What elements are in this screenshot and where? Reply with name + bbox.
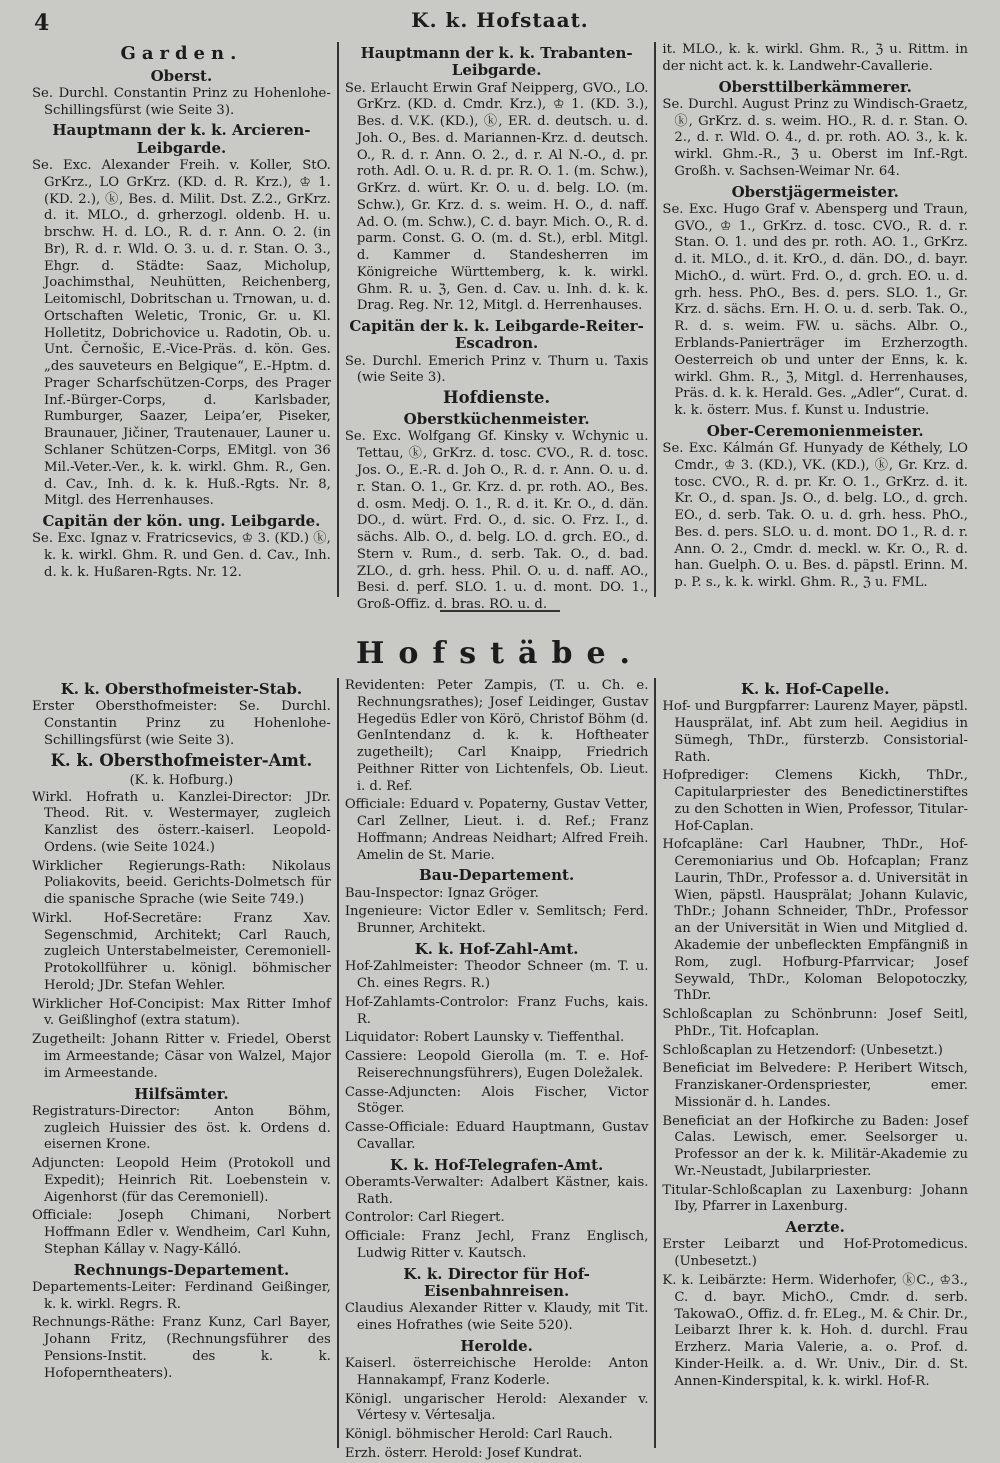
entry: Hof- und Burgpfarrer: Laurenz Mayer, päpstl. Hausprälat, inf. Abt zum heil. Aegidius in Sümegh, ThDr., fürsterzb. Consistorial-Rath.	[662, 699, 968, 765]
heading-hofstaebe: Hofstäbe.	[356, 636, 644, 671]
heading-aerzte: Aerzte.	[785, 1218, 845, 1237]
entry-arcieren: Se. Exc. Alexander Freih. v. Koller, StO. GrKrz., LO GrKrz. (KD. d. R. Krz.), ♔ 1. (KD. 2.), ⓚ, Bes. d. Milit. Dst. Z.2., GrKrz. d. it. MLO., d. grherzogl. oldenb. H. u. brschw. H. d. LO., R. d. r. Ann. O. 2. (in Br), R. d. r. Wld. O. 3. u. d. r. Stan. O. 3., Ehgr. d. Städte: Saaz, Micholup, Joachimsthal, Neuhütten, Reichenberg, Leitomischl, Dobritschan u. Trnowan, u. d. Ortschaften Weletic, Tronic, Gr. u. Kl. Holletitz, Dobrichovice u. Radotin, Ob. u. Unt. Černošic, E.-Vice-Präs. d. kön. Ges. „des sauveteurs en Belgique“, E.-Hptm. d. Prager Scharfschützen-Corps, des Prager Inf.-Bürger-Corps, d. Karlsbader, Rumburger, Saazer, Leipa’er, Piseker, Braunauer, Jičiner, Trautenauer, Launer u. Schlaner Schützen-Corps, EMitgl. von 36 Mil.-Veter.-Ver., k. k. wirkl. Ghm. R., Gen. d. Cav., Inh. d. k. k. Huß.-Rgts. Nr. 8, Mitgl. des Herrenhauses.	[32, 157, 331, 509]
entry: Wirklicher Regierungs-Rath: Nikolaus Poliakovits, beeid. Gerichts-Dolmetsch für die spanische Sprache (wie Seite 749.)	[32, 858, 331, 908]
entry-silber: Se. Durchl. August Prinz zu Windisch-Graetz, ⓚ, GrKrz. d. s. weim. HO., R. d. r. Stan. O. 2., d. r. Wld. O. 4., d. pr. roth. AO. 3., k. k. wirkl. Ghm.-R., ℨ u. Oberst im Inf.-Rgt. Großh. v. Sachsen-Weimar Nr. 64.	[662, 96, 968, 179]
column-2	[339, 678, 657, 1461]
entry: Claudius Alexander Ritter v. Klaudy, mit Tit. eines Hofrathes (wie Seite 520).	[344, 1301, 649, 1333]
entry: Officiale: Eduard v. Popaterny, Gustav Vetter, Carl Zellner, Lieut. i. d. Ref.; Franz Hoffmann; Andreas Neidhart; Alfred Freih. Amelin de St. Marie.	[344, 797, 649, 863]
heading-garden: Garden.	[120, 43, 243, 64]
heading-capitaen-ung: Capitän der kön. ung. Leibgarde.	[42, 512, 321, 531]
heading-silber: Obersttilberkämmerer.	[718, 77, 912, 96]
entry: Controlor: Carl Riegert.	[344, 1210, 505, 1226]
entry: Königl. ungarischer Herold: Alexander v. Vértesy v. Vértesalja.	[344, 1391, 649, 1424]
entry-ceremonien: Se. Exc. Kálmán Gf. Hunyady de Kéthely, LO Cmdr., ♔ 3. (KD.), VK. (KD.), ⓚ, Gr. Krz. d. tosc. CVO., R. d. pr. Kr. O. 1., GrKrz. d. it. Kr. O., d. span. Js. O., d. belg. LO., d. grch. EO., d. serb. Tak. O. u. d. grh. hess. PhO., Bes. d. pers. SLO. u. d. mont. DO 1., R. d. r. Ann. O. 2., Cmdr. d. meckl. w. Kr. O., R. d. han. Guelph. O. u. Bes. d. päpstl. Erinn. M. p. P. s., k. k. wirkl. Ghm. R., ℨ u. FML.	[662, 441, 968, 591]
entry: Rechnungs-Räthe: Franz Kunz, Carl Bayer, Johann Fritz, (Rechnungsführer des Pensions-Instit. des k. k. Hofopernthеaters).	[32, 1315, 331, 1381]
heading-reiter: Capitän der k. k. Leibgarde-Reiter-Escadron.	[349, 317, 644, 353]
entry: Königl. böhmischer Herold: Carl Rauch.	[344, 1427, 613, 1443]
entry: Officiale: Franz Jechl, Franz Englisch, Ludwig Ritter v. Kautsch.	[344, 1229, 649, 1261]
court-staff-section	[26, 42, 974, 613]
column-1	[26, 678, 339, 1448]
entry: Hof-Zahlamts-Controlor: Franz Fuchs, kais. R.	[344, 994, 649, 1027]
heading-eisenbahn: K. k. Director für Hof-Eisenbahnreisen.	[403, 1264, 590, 1300]
section-divider	[440, 610, 560, 612]
entry: Erzh. österr. Herold: Josef Kundrat.	[344, 1445, 583, 1461]
entry: Hof-Zahlmeister: Theodor Schneer (m. T. u. Ch. eines Regrs. R.)	[344, 959, 649, 991]
entry: Wirklicher Hof-Concipist: Max Ritter Imhof v. Geißlinghof (extra statum).	[32, 996, 331, 1029]
entry: Registraturs-Director: Anton Böhm, zugleich Huissier des öst. k. Ordens d. eisernen Krone.	[32, 1103, 331, 1153]
heading-ceremonien: Ober-Ceremonienmeister.	[706, 421, 924, 440]
column-1	[26, 42, 339, 597]
entry: Ingenieure: Victor Edler v. Semlitsch; Ferd. Brunner, Architekt.	[344, 904, 649, 937]
heading-herolde: Herolde.	[460, 1336, 533, 1355]
entry: Kaiserl. österreichische Herolde: Anton Hannakampf, Franz Koderle.	[344, 1356, 649, 1388]
entry-kuechen: Se. Exc. Wolfgang Gf. Kinsky v. Wchynic u. Tettau, ⓚ, GrKrz. d. tosc. CVO., R. d. tosc. Jos. O., E.-R. d. Joh O., R. d. r. Ann. O. u. d. r. Stan. O. 1., Gr. Krz. d. pr. roth. AO., Bes. d. osm. Medj. O. 1., R. d. it. Kr. O., d. dän. DO., d. würt. Frd. O., d. sic. O. Frz. I., d. sächs. Alb. O., d. belg. LO. d. grch. EO., d. Stern v. Rum., d. serb. Tak. O., d. bad. ZLO., d. grh. hess. Phil. O. u. d. naff. AO., Besi. d. perf. SLO. 1. u. d. mont. DO. 1., Groß-Offiz. d. bras. RO. u. d.	[344, 429, 649, 613]
entry: Schloßcaplan zu Hetzendorf: (Unbesetzt.)	[662, 1042, 943, 1058]
heading-jaeger: Oberstjägermeister.	[731, 182, 899, 201]
entry: Erster Leibarzt und Hof-Protomedicus. (Unbesetzt.)	[662, 1237, 968, 1270]
heading-kuechen: Oberstküchenmeister.	[403, 410, 590, 429]
entry: K. k. Leibärzte: Herm. Widerhofer, ⓚC., ♔3., C. d. bayr. MichO., Cmdr. d. serb. TakowaO., Offiz. d. fr. ELeg., M. & Chir. Dr., Leibarzt Ihrer k. k. Hoh. d. durchl. Frau Erzherz. Maria Valerie, a. o. Prof. d. Kinder-Heilk. a. d. Wr. Univ., Dir. d. St. Annen-Kinderspital, k. k. wirkl. Hof-R.	[662, 1273, 968, 1389]
heading-oberst: Oberst.	[150, 66, 213, 85]
entry: Revidenten: Peter Zampis, (T. u. Ch. e. Rechnungsrathes); Josef Leidinger, Gustav Hegedüs Edler von Körö, Christof Böhm (d. GenIntendanz d. k. k. Hoftheater zugetheilt); Carl Knaipp, Friedrich Peithner Ritter von Lichtenfels, Ob. Lieut. i. d. Ref.	[344, 678, 649, 794]
entry: Adjuncten: Leopold Heim (Protokoll und Expedit); Heinrich Rit. Loebenstein v. Aigenhorst (für das Ceremoniell).	[32, 1156, 331, 1205]
entry-reiter: Se. Durchl. Emerich Prinz v. Thurn u. Taxis (wie Seite 3).	[344, 353, 649, 386]
entry: Zugetheilt: Johann Ritter v. Friedel, Oberst im Armeestande; Cäsar von Walzel, Major im Armeestande.	[32, 1032, 331, 1081]
entry-stab: Erster Obersthofmeister: Se. Durchl. Constantin Prinz zu Hohenlohe-Schillingsfürst (wie Seite 3).	[32, 699, 331, 748]
heading-rechnungs: Rechnungs-Departement.	[73, 1260, 290, 1279]
entry: Liquidator: Robert Launsky v. Tieffenthal.	[344, 1030, 625, 1046]
heading-hofdienste: Hofdienste.	[443, 388, 551, 408]
court-offices-section	[26, 678, 974, 1461]
entry: Cassiere: Leopold Gierolla (m. T. e. Hof-Reiserechnungsführers), Eugen Doležalek.	[344, 1049, 649, 1081]
entry: Casse-Adjuncten: Alois Fischer, Victor Stöger.	[344, 1084, 649, 1117]
entry-oberst: Se. Durchl. Constantin Prinz zu Hohenlohe-Schillingsfürst (wie Seite 3).	[32, 85, 331, 118]
column-3	[656, 42, 974, 597]
entry-continued: it. MLO., k. k. wirkl. Ghm. R., ℨ u. Rittm. in der nicht act. k. k. Landwehr-Cavallerie.	[662, 42, 968, 74]
entry: Officiale: Joseph Chimani, Norbert Hoffmann Edler v. Wendheim, Carl Kuhn, Stephan Kállay v. Nagy-Kálló.	[32, 1208, 331, 1257]
entry: Departements-Leiter: Ferdinand Geißinger, k. k. wirkl. Regrs. R.	[32, 1279, 331, 1312]
heading-bau: Bau-Departement.	[419, 866, 575, 885]
entry: Hofcapläne: Carl Haubner, ThDr., Hof-Ceremoniarius und Ob. Hofcaplan; Franz Laurin, ThDr., Professor a. d. Universität in Wien, päpstl. Hausprälat; Johann Kulavic, ThDr.; Johann Schneider, ThDr., Professor an der Universität in Wien und Mitglied d. Akademie der unbefleckten Empfängniß in Rom, zugl. Hofburg-Pfarrvicar; Josef Seywald, ThDr., Koloman Belopotoczky, ThDr.	[662, 837, 968, 1004]
entry: Bau-Inspector: Ignaz Gröger.	[344, 885, 539, 901]
entry: Beneficiat im Belvedere: P. Heribert Witsch, Franziskaner-Ordenspriester, emer. Missionär d. h. Landes.	[662, 1061, 968, 1110]
page-number: 4	[34, 10, 50, 36]
heading-trabanten: Hauptmann der k. k. Trabanten-Leibgarde.	[360, 44, 633, 80]
entry-trabanten: Se. Erlaucht Erwin Graf Neipperg, GVO., LO. GrKrz. (KD. d. Cmdr. Krz.), ♔ 1. (KD. 3.), Bes. d. V.K. (KD.), ⓚ, ER. d. deutsch. u. d. Joh. O., Bes. d. Mariannen-Krz. d. deutsch. O., R. d. r. Ann. O. 2., d. r. Al N.-O., d. pr. roth. Adl. O. u. R. d. pr. R. O. 1. (m. Schw.), GrKrz. d. würt. Kr. O. u. d. belg. LO. (m. Schw.), Gr. Krz. d. s. weim. H. O., d. naff. Ad. O. (m. Schw.), C. d. bayr. Mich. O., R. d. parm. Const. G. O. (m. d. St.), erbl. Mitgl. d. Kammer d. Standesherren im Königreiche Württemberg, k. k. wirkl. Ghm. R. u. ℨ, Gen. d. Cav. u. Inh. d. k. k. Drag. Reg. Nr. 12, Mitgl. d. Herrenhauses.	[344, 80, 649, 314]
entry: Schloßcaplan zu Schönbrunn: Josef Seitl, PhDr., Tit. Hofcaplan.	[662, 1007, 968, 1039]
running-head	[26, 8, 974, 38]
entry: Oberamts-Verwalter: Adalbert Kästner, kais. Rath.	[344, 1174, 649, 1207]
entry: Hofprediger: Clemens Kickh, ThDr., Capitularpriester des Benedictinerstiftes zu den Schotten in Wien, Professor, Titular-Hof-Caplan.	[662, 768, 968, 834]
entry: Casse-Officiale: Eduard Hauptmann, Gustav Cavallar.	[344, 1120, 649, 1152]
heading-telegrafen: K. k. Hof-Telegrafen-Amt.	[389, 1155, 604, 1174]
column-3	[656, 678, 974, 1448]
entry: Wirkl. Hofrath u. Kanzlei-Director: JDr. Theod. Rit. v. Westermayer, zugleich Kanzlist des österr.-kaiserl. Leopold-Ordens. (wie Seite 1024.)	[32, 789, 331, 855]
entry: Wirkl. Hof-Secretäre: Franz Xav. Segenschmid, Architekt; Carl Rauch, zugleich Unterstabelmeister, Ceremoniell-Protokollführer u. königl. böhmischer Herold; JDr. Stefan Wehler.	[32, 910, 331, 993]
entry-capitaen-ung: Se. Exc. Ignaz v. Fratricsevics, ♔ 3. (KD.) ⓚ, k. k. wirkl. Ghm. R. und Gen. d. Cav., Inh. d. k. k. Hußaren-Rgts. Nr. 12.	[32, 531, 331, 580]
heading-hilfsaemter: Hilfsämter.	[134, 1084, 229, 1103]
entry-jaeger: Se. Exc. Hugo Graf v. Abensperg und Traun, GVO., ♔ 1., GrKrz. d. tosc. CVO., R. d. r. Stan. O. 1. und des pr. roth. AO. 1., GrKrz. d. it. MLO., d. it. KrO., d. dän. DO., d. bayr. MichO., d. würt. Frd. O., d. grch. EO. u. d. grh. hess. PhO., Bes. d. pers. SLO. 1., Gr. Krz. d. sächs. Ern. H. O. u. d. serb. Tak. O., R. d. s. weim. FW. u. sächs. Albr. O., Erblands-Panierträger im Erzherzogth. Oesterreich ob und unter der Enns, k. k. wirkl. Ghm. R., ℨ, Mitgl. d. Herrenhauses, Präs. d. k. k. Herald. Ges. „Adler“, Curat. d. k. k. österr. Mus. f. Kunst u. Industrie.	[662, 201, 968, 419]
column-2	[339, 42, 657, 613]
heading-capelle: K. k. Hof-Capelle.	[740, 680, 890, 698]
heading-stab: K. k. Obersthofmeister-Stab.	[60, 680, 303, 698]
entry: Beneficiat an der Hofkirche zu Baden: Josef Calas. Lewisch, emer. Seelsorger u. Professor an der k. k. Militär-Akademie zu Wr.-Neustadt, Jubilarpriester.	[662, 1113, 968, 1179]
subheading-hofburg: (K. k. Hofburg.)	[129, 772, 234, 788]
running-title: K. k. Hofstaat.	[411, 8, 589, 32]
heading-arcieren: Hauptmann der k. k. Arcieren-Leibgarde.	[52, 121, 311, 157]
heading-zahlamt: K. k. Hof-Zahl-Amt.	[414, 939, 579, 958]
entry: Titular-Schloßcaplan zu Laxenburg: Johann Iby, Pfarrer in Laxenburg.	[662, 1182, 968, 1215]
heading-amt: K. k. Obersthofmeister-Amt.	[50, 750, 313, 770]
